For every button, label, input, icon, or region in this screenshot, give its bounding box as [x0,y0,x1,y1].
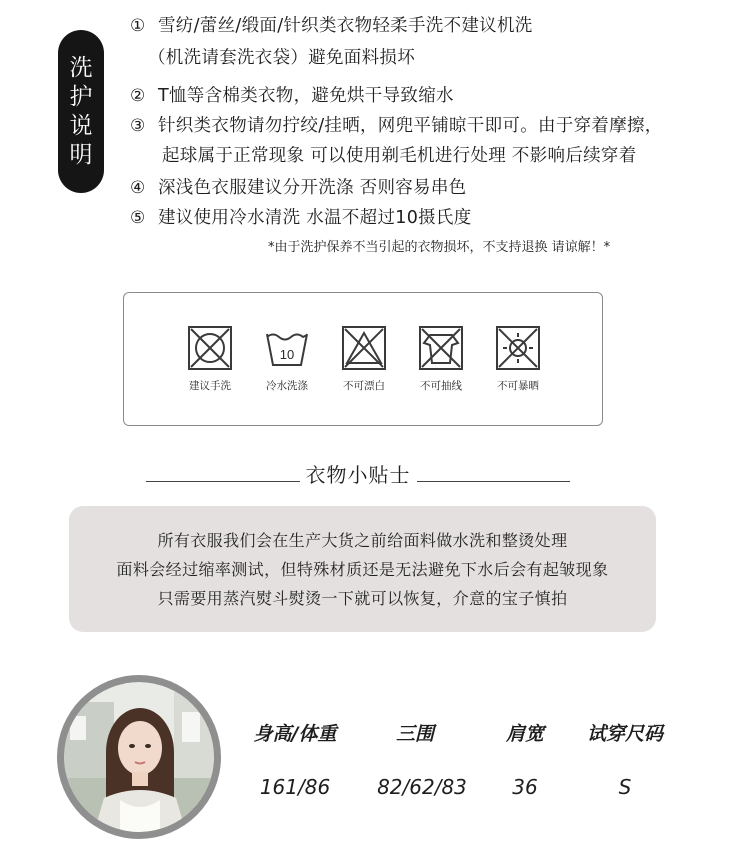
symbol-label: 不可抽线 [420,380,462,392]
item-text: 雪纺/蕾丝/缎面/针织类衣物轻柔手洗不建议机洗 [158,16,533,36]
temperature-badge: 10 [279,347,295,362]
care-item [162,142,637,167]
symbol-cold-wash [257,325,317,393]
item-text: T恤等含棉类衣物，避免烘干导致缩水 [158,86,454,106]
tip-line: 面料会经过缩率测试，但特殊材质还是无法避免下水后会有起皱现象 [116,559,609,579]
size-header-fit-size: 试穿尺码 [586,723,663,745]
washing-symbols-panel [123,292,603,426]
side-label-char: 明 [69,141,93,168]
tips-heading [146,459,570,488]
care-instructions-tab [58,30,104,193]
size-header-shoulder: 肩宽 [505,723,544,745]
size-header-height-weight: 身高/体重 [253,723,337,745]
tip-line: 只需要用蒸汽熨斗熨烫一下就可以恢复，介意的宝子慎拍 [157,588,568,608]
size-value-height-weight: 161/86 [259,775,331,799]
item-text: 针织类衣物请勿拧绞/挂晒，网兜平铺晾干即可。由于穿着摩擦， [158,116,663,136]
item-number: ③ [130,116,146,136]
size-value-fit-size: S [618,775,632,799]
tip-line: 所有衣服我们会在生产大货之前给面料做水洗和整烫处理 [157,530,568,550]
no-wash-circle-icon [187,325,233,371]
care-item [130,12,533,37]
care-item [130,204,472,229]
care-item [130,174,466,199]
symbol-label: 建议手洗 [189,380,231,392]
size-value-measurements: 82/62/83 [377,775,467,799]
item-text: （机洗请套洗衣袋）避免面料损坏 [148,48,415,68]
symbol-label: 不可暴晒 [497,380,539,392]
side-label-char: 护 [69,83,93,110]
care-item [148,44,415,69]
symbol-no-wring [411,325,471,393]
no-bleach-icon [341,325,387,371]
no-sun-dry-icon [495,325,541,371]
item-text: 建议使用冷水清洗 水温不超过10摄氏度 [158,208,472,228]
side-label-char: 说 [69,112,93,139]
item-number: ⑤ [130,208,146,228]
no-wring-icon [418,325,464,371]
return-disclaimer: *由于洗护保养不当引起的衣物损坏，不支持退换 请谅解！* [268,240,611,255]
item-number: ① [130,16,146,36]
model-avatar [57,675,221,839]
care-item [130,112,663,137]
tips-panel [69,506,656,632]
item-text: 起球属于正常现象 可以使用剃毛机进行处理 不影响后续穿着 [162,146,637,166]
symbol-hand-wash [180,325,240,393]
symbol-label: 不可漂白 [343,380,385,392]
symbol-no-sun-dry [488,325,548,393]
model-photo [64,682,214,832]
care-item [130,82,454,107]
size-header-measurements: 三围 [395,723,434,745]
item-number: ④ [130,178,146,198]
symbol-label: 冷水洗涤 [266,380,308,392]
size-value-shoulder: 36 [512,775,538,799]
cold-wash-10-icon [264,325,310,371]
side-label-char: 洗 [69,54,93,81]
item-number: ② [130,86,146,106]
tips-title-text: 衣物小贴士 [300,459,417,488]
item-text: 深浅色衣服建议分开洗涤 否则容易串色 [158,178,467,198]
symbol-no-bleach [334,325,394,393]
